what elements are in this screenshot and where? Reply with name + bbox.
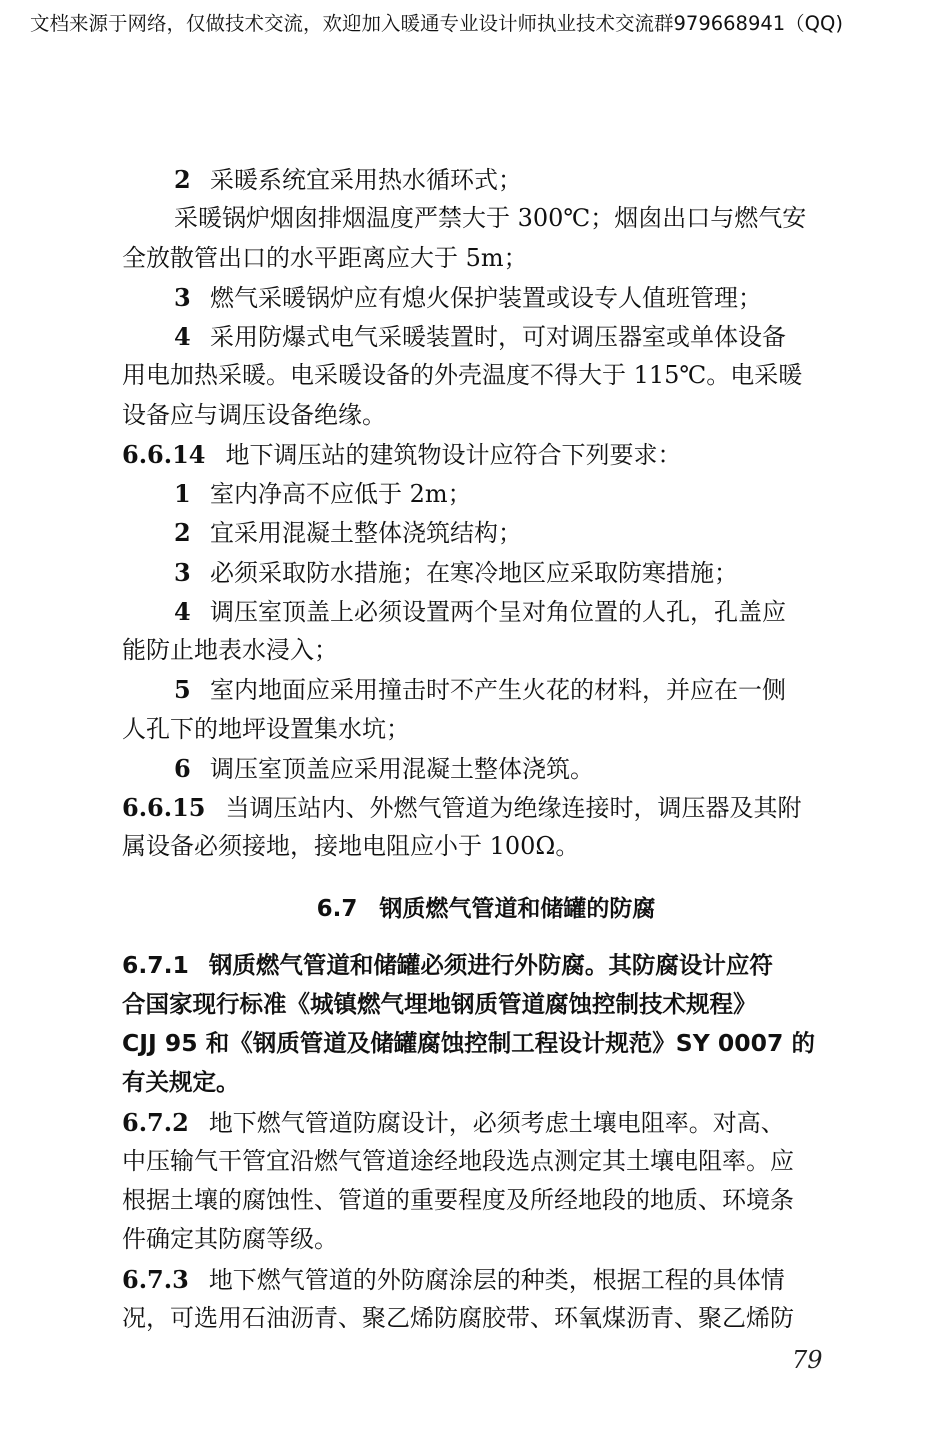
item-number: 4: [174, 596, 191, 626]
clause-number: 6.7.3: [122, 1264, 189, 1294]
paragraph-line: 全放散管出口的水平距离应大于 5m；: [122, 243, 528, 272]
item-text: 室内净高不应低于 2m；: [210, 480, 472, 508]
clause-first-line: [122, 946, 850, 985]
item-number: 2: [174, 165, 191, 194]
clause-text: 地下燃气管道防腐设计，必须考虑土壤电阻率。对高、: [208, 1108, 785, 1137]
paragraph-line: CJJ 95 和《钢质管道及储罐腐蚀控制工程设计规范》SY 0007 的: [122, 1029, 816, 1057]
item-text: 室内地面应采用撞击时不产生火花的材料，并应在一侧: [210, 676, 786, 705]
paragraph-line: 有关规定。: [122, 1068, 240, 1097]
item-text: 宜采用混凝土整体浇筑结构；: [210, 519, 522, 548]
clause-6-7-1: [122, 946, 850, 1103]
paragraph-line: 合国家现行标准《城镇燃气埋地钢质管道腐蚀控制技术规程》: [122, 989, 757, 1018]
list-item: [122, 553, 850, 592]
paragraph-line: 根据土壤的腐蚀性、管道的重要程度及所经地段的地质、环境条: [122, 1186, 794, 1214]
item-text: 采暖系统宜采用热水循环式；: [210, 166, 522, 194]
clause-number: 6.6.15: [122, 793, 206, 822]
clause-6-6-15: [122, 788, 850, 827]
page-number: 79: [792, 1346, 823, 1374]
clause-6-6-14: [122, 435, 850, 474]
clause-text: 地下调压站的建筑物设计应符合下列要求：: [225, 440, 682, 469]
item-2-heating-system: [122, 160, 850, 199]
item-text: 采用防爆式电气采暖装置时，可对调压器室或单体设备: [210, 323, 786, 351]
section-heading: [122, 867, 850, 946]
paragraph-line: 人孔下的地坪设置集水坑；: [122, 714, 410, 743]
item-text: 调压室顶盖应采用混凝土整体浇筑。: [210, 754, 594, 783]
paragraph-line: 采暖锅炉烟囱排烟温度严禁大于 300℃；烟囱出口与燃气安: [174, 204, 807, 233]
list-item: [122, 592, 850, 631]
clause-number: 6.7.2: [122, 1107, 189, 1137]
item-3-flameout-protection: [122, 278, 850, 317]
list-item: [122, 670, 850, 709]
clause-6-7-3: [122, 1260, 850, 1299]
item-4-electric-heating: [122, 317, 850, 356]
list-item: [122, 749, 850, 788]
item-text: 燃气采暖锅炉应有熄火保护装置或设专人值班管理；: [210, 283, 762, 312]
item-text: 必须采取防水措施；在寒冷地区应采取防寒措施；: [210, 558, 738, 587]
paragraph-line: 中压输气干管宜沿燃气管道途经地段选点测定其土壤电阻率。应: [122, 1146, 794, 1175]
page-body: [122, 160, 850, 1338]
item-number: 5: [174, 675, 191, 705]
item-number: 4: [174, 322, 191, 351]
source-banner: 文档来源于网络，仅做技术交流，欢迎加入暖通专业设计师执业技术交流群979668941（QQ): [30, 12, 843, 35]
list-item: [122, 474, 850, 513]
clause-number: 6.6.14: [122, 439, 206, 469]
clause-text: 地下燃气管道的外防腐涂层的种类，根据工程的具体情: [208, 1265, 785, 1294]
clause-number: 6.7.1: [122, 950, 189, 979]
paragraph-line: 能防止地表水浸入；: [122, 636, 338, 664]
item-text: 调压室顶盖上必须设置两个呈对角位置的人孔，孔盖应: [210, 597, 786, 626]
item-number: 6: [174, 753, 191, 783]
clause-text: 钢质燃气管道和储罐必须进行外防腐。其防腐设计应符: [208, 950, 773, 979]
paragraph-line: 件确定其防腐等级。: [122, 1225, 338, 1254]
item-number: 3: [174, 557, 191, 587]
paragraph-line: 用电加热采暖。电采暖设备的外壳温度不得大于 115℃。电采暖: [122, 361, 803, 390]
paragraph-line: 设备应与调压设备绝缘。: [122, 400, 386, 429]
clause-text: 当调压站内、外燃气管道为绝缘连接时，调压器及其附: [225, 794, 802, 822]
list-item: [122, 513, 850, 552]
section-number: 6.7: [316, 895, 358, 922]
item-number: 2: [174, 518, 191, 548]
item-number: 1: [174, 479, 191, 508]
clause-6-7-2: [122, 1103, 850, 1142]
item-number: 3: [174, 282, 191, 312]
section-title: 钢质燃气管道和储罐的防腐: [379, 895, 656, 922]
paragraph-line: 属设备必须接地，接地电阻应小于 100Ω。: [122, 832, 580, 861]
paragraph-line: 况，可选用石油沥青、聚乙烯防腐胶带、环氧煤沥青、聚乙烯防: [122, 1303, 794, 1332]
